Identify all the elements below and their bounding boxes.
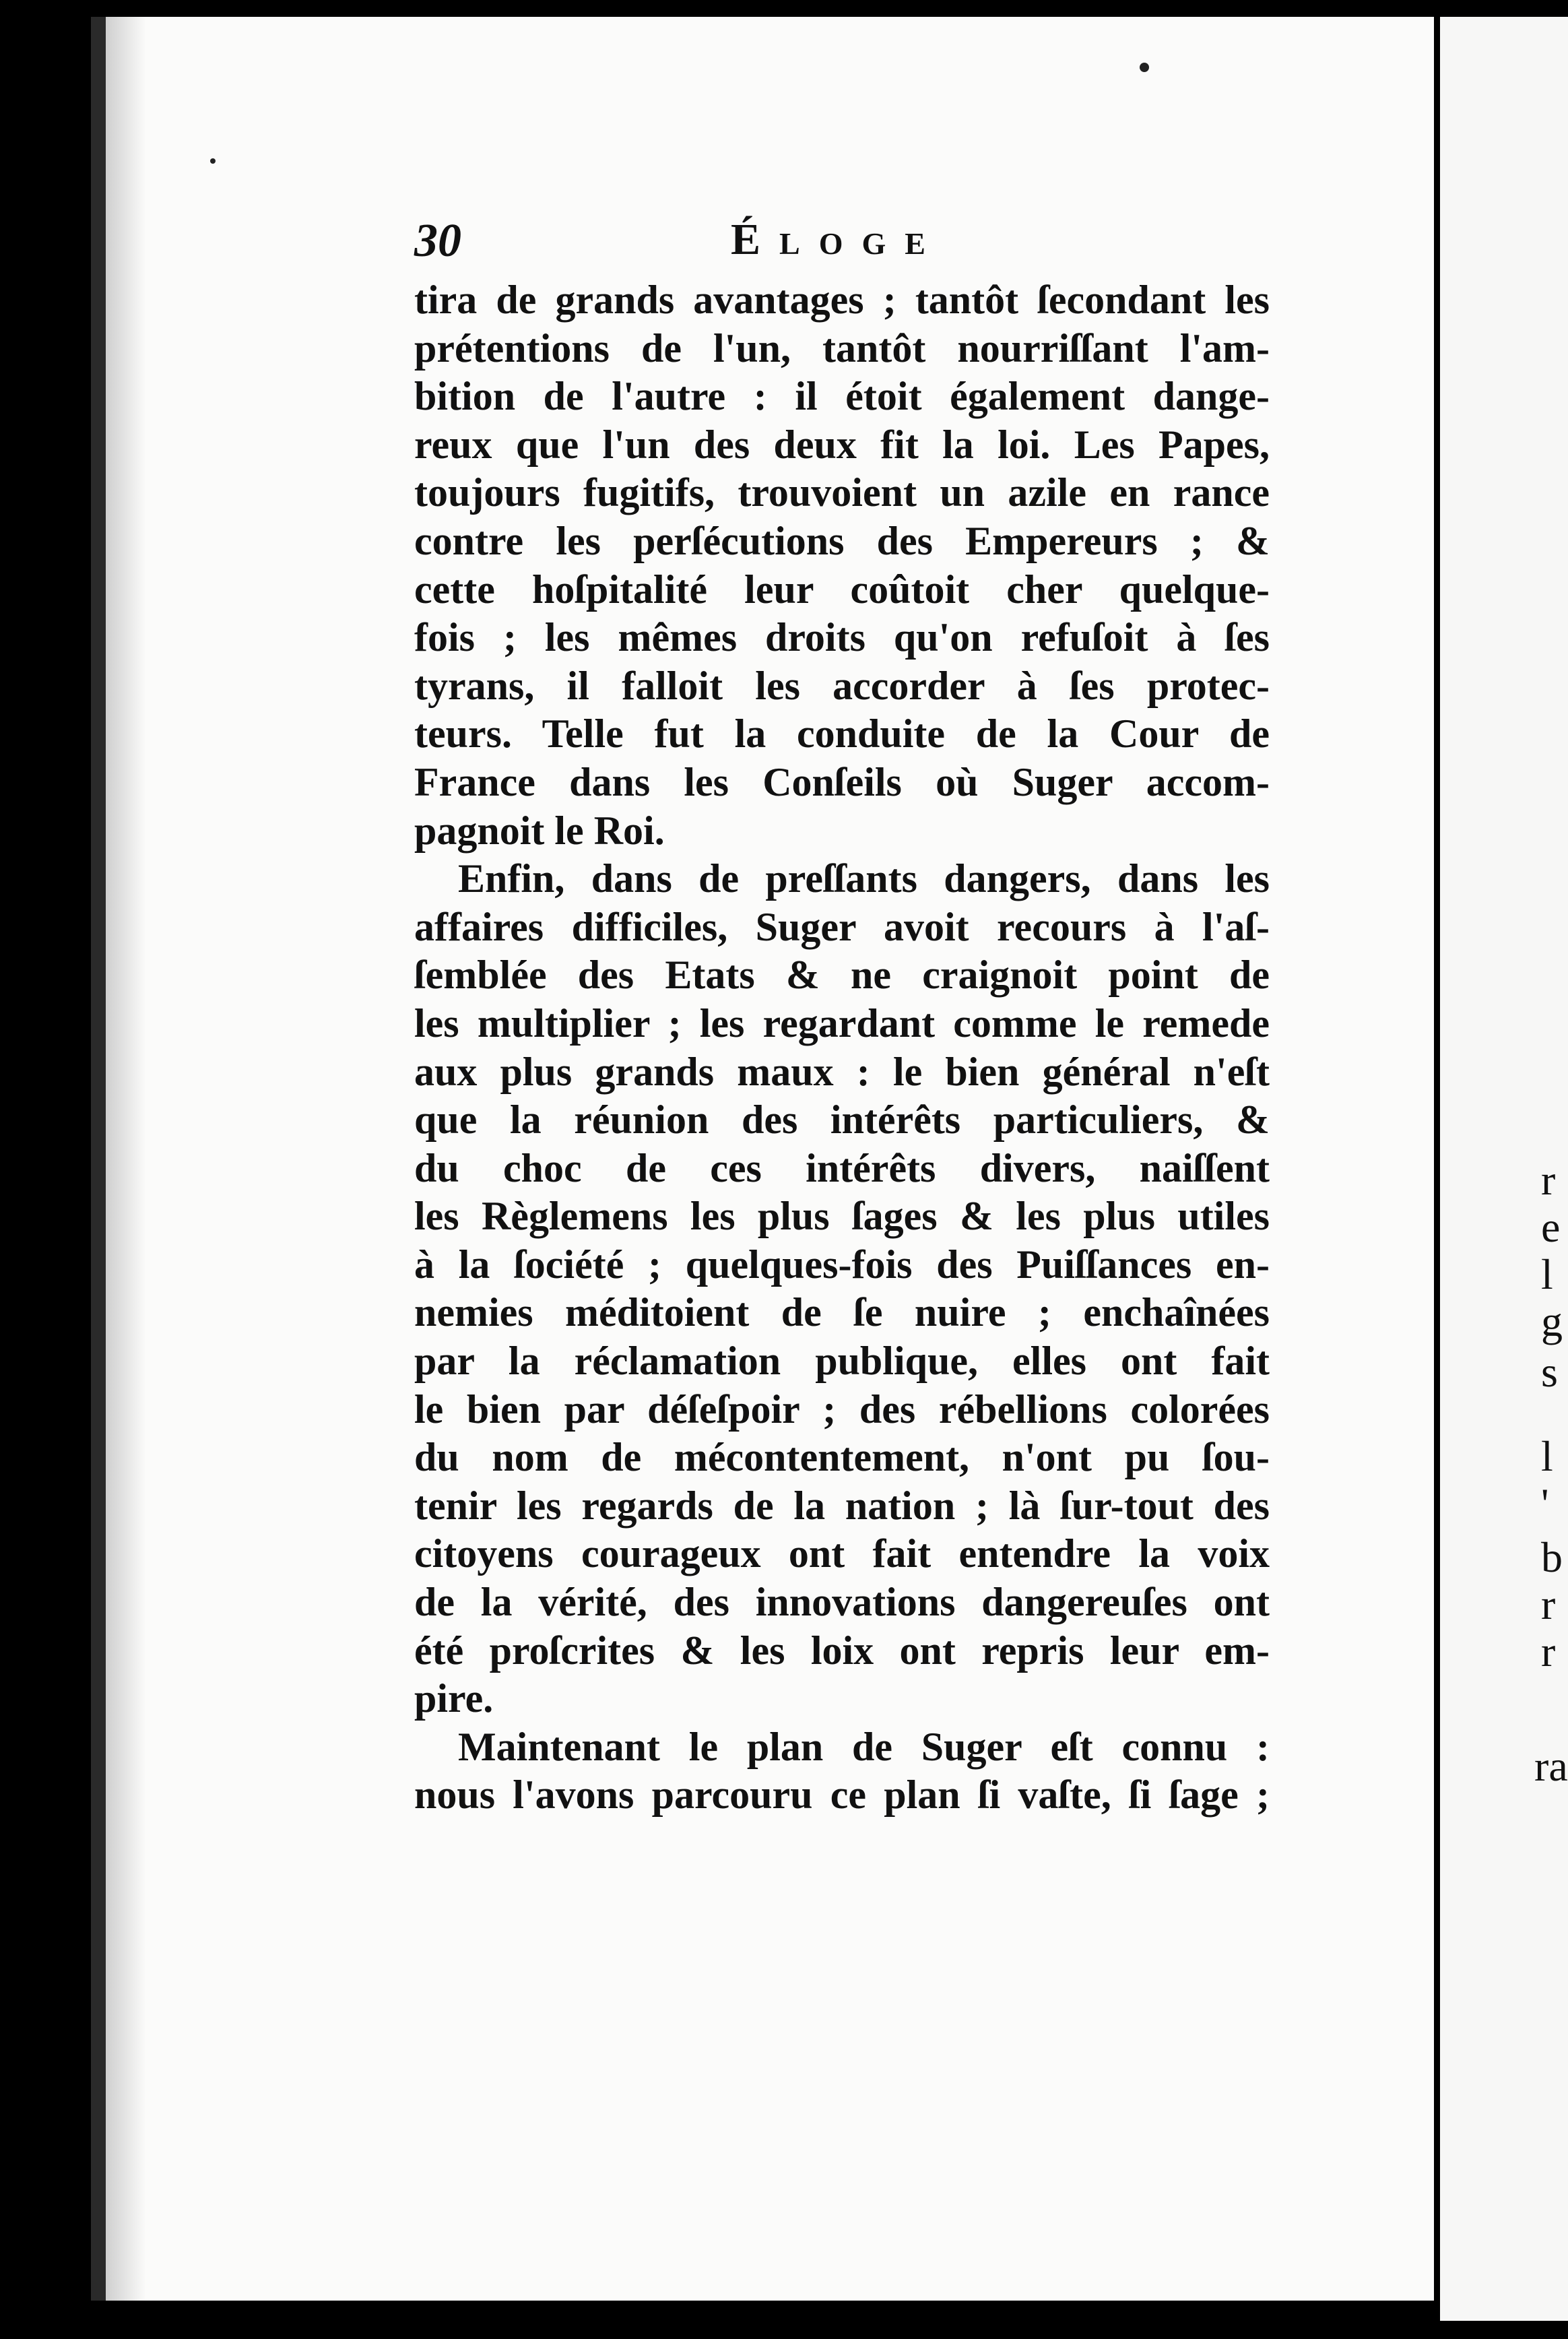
edge-glyph: r bbox=[1541, 1580, 1556, 1628]
text-line: à la ſociété ; quelques-fois des Puiſſances en- bbox=[414, 1242, 1270, 1287]
text-line: reux que l'un des deux fit la loi. Les Papes, bbox=[414, 422, 1270, 467]
text-line: tira de grands avantages ; tantôt ſecondant les bbox=[414, 278, 1270, 322]
text-line: citoyens courageux ont fait entendre la voix bbox=[414, 1531, 1270, 1576]
edge-glyph: r bbox=[1541, 1628, 1556, 1675]
page-number: 30 bbox=[414, 215, 461, 267]
edge-glyph: l bbox=[1541, 1432, 1553, 1480]
text-line: les multiplier ; les regardant comme le remede bbox=[414, 1000, 1270, 1046]
text-line: Enfin, dans de preſſants dangers, dans les bbox=[458, 856, 1270, 901]
text-line: de la vérité, des innovations dangereuſes ont bbox=[414, 1580, 1270, 1625]
edge-glyph: e bbox=[1541, 1203, 1561, 1251]
ink-speck bbox=[1140, 63, 1149, 72]
running-head bbox=[414, 214, 1270, 275]
text-line: été proſcrites & les loix ont repris leur em- bbox=[414, 1628, 1270, 1673]
body-text bbox=[414, 276, 1270, 1820]
ink-speck bbox=[210, 158, 216, 164]
text-line: pagnoit le Roi. bbox=[414, 808, 665, 853]
text-line: les Règlemens les plus ſages & les plus utiles bbox=[414, 1194, 1270, 1239]
text-line: aux plus grands maux : le bien général n'eſt bbox=[414, 1049, 1270, 1094]
adjacent-page-edge bbox=[1440, 17, 1568, 2321]
text-line: Maintenant le plan de Suger eſt connu : bbox=[458, 1724, 1270, 1769]
text-line: par la réclamation publique, elles ont fait bbox=[414, 1339, 1270, 1384]
text-line: affaires difficiles, Suger avoit recours à l'aſ- bbox=[414, 904, 1270, 949]
text-line: nous l'avons parcouru ce plan ſi vaſte, ſi ſage ; bbox=[414, 1772, 1270, 1818]
text-line: tyrans, il falloit les accorder à ſes protec- bbox=[414, 663, 1270, 708]
edge-glyph: r bbox=[1541, 1156, 1556, 1204]
text-line: nemies méditoient de ſe nuire ; enchaînées bbox=[414, 1290, 1270, 1335]
text-line: fois ; les mêmes droits qu'on refuſoit à ſes bbox=[414, 615, 1270, 660]
edge-glyph: b bbox=[1541, 1533, 1563, 1581]
text-line: que la réunion des intérêts particuliers, & bbox=[414, 1097, 1270, 1143]
text-line: cette hoſpitalité leur coûtoit cher quelque- bbox=[414, 567, 1270, 612]
edge-glyph: g bbox=[1541, 1297, 1563, 1345]
text-line: prétentions de l'un, tantôt nourriſſant l'am- bbox=[414, 325, 1270, 371]
text-line: contre les perſécutions des Empereurs ; & bbox=[414, 518, 1270, 563]
text-line: teurs. Telle fut la conduite de la Cour de bbox=[414, 711, 1270, 757]
text-line: France dans les Conſeils où Suger accom- bbox=[414, 759, 1270, 804]
edge-glyph: ' bbox=[1541, 1479, 1549, 1527]
edge-glyph: s bbox=[1541, 1348, 1558, 1396]
text-line: tenir les regards de la nation ; là ſur-tout des bbox=[414, 1483, 1270, 1528]
edge-glyph: l bbox=[1541, 1250, 1553, 1298]
text-line: bition de l'autre : il étoit également dange- bbox=[414, 374, 1270, 419]
text-line: du choc de ces intérêts divers, naiſſent bbox=[414, 1145, 1270, 1190]
text-line: ſemblée des Etats & ne craignoit point de bbox=[414, 953, 1270, 998]
edge-glyph: ra bbox=[1534, 1742, 1568, 1790]
text-line: toujours fugitifs, trouvoient un azile en rance bbox=[414, 470, 1270, 515]
text-line: le bien par déſeſpoir ; des rébellions colorées bbox=[414, 1386, 1270, 1432]
text-line: du nom de mécontentement, n'ont pu ſou- bbox=[414, 1435, 1270, 1480]
text-line: pire. bbox=[414, 1676, 494, 1721]
running-title: Éloge bbox=[731, 215, 944, 264]
